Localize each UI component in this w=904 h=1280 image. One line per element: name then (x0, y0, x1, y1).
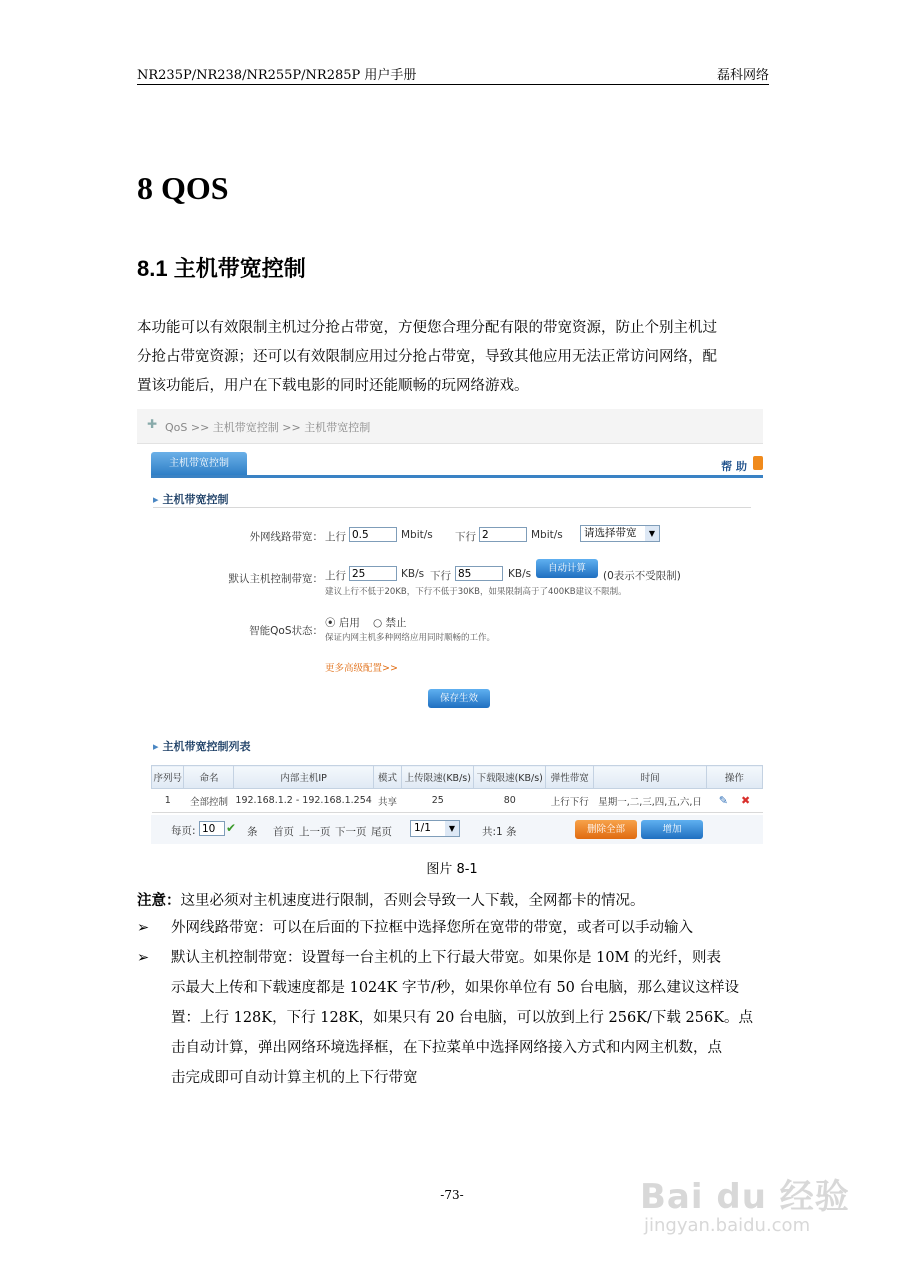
note (137, 886, 777, 916)
add-button[interactable]: 增加 (641, 820, 703, 839)
breadcrumb (137, 409, 763, 444)
prev-page-link[interactable]: 上一页 (299, 826, 331, 838)
first-page-link[interactable]: 首页 (273, 826, 294, 838)
more-advanced-link[interactable]: 更多高级配置>> (325, 663, 398, 674)
col-time: 时间 (594, 766, 707, 789)
delete-all-button[interactable]: 删除全部 (575, 820, 637, 839)
col-name: 命名 (184, 766, 234, 789)
help-link[interactable]: 帮 助 (721, 460, 747, 473)
bullet-item (137, 914, 777, 943)
bandwidth-select[interactable] (580, 525, 660, 542)
default-up-input[interactable]: 25 (349, 566, 397, 581)
page-header (137, 64, 769, 84)
per-page-input[interactable]: 10 (199, 821, 225, 836)
chevron-down-icon: ▼ (445, 821, 459, 836)
figure-caption: 图片 8-1 (426, 862, 478, 877)
watermark-main: Bai du 经验 (640, 1177, 850, 1217)
save-button[interactable]: 保存生效 (428, 689, 490, 708)
bullet-marker: ➢ (137, 950, 150, 966)
delete-icon[interactable]: ✖ (740, 794, 751, 807)
wan-bandwidth-label: 外网线路带宽： (249, 531, 323, 543)
section-divider (153, 507, 751, 508)
chevron-down-icon: ▼ (645, 526, 659, 541)
per-page-unit: 条 (247, 826, 258, 838)
bullet-item (137, 944, 777, 1094)
auto-calc-button[interactable]: 自动计算 (536, 559, 598, 578)
col-action: 操作 (706, 766, 762, 789)
zero-unlimited-hint: (0表示不受限制) (603, 570, 681, 582)
bandwidth-select-value: 请选择带宽 (584, 527, 637, 539)
cell-actions (706, 789, 762, 813)
smart-qos-label: 智能QoS状态： (249, 625, 323, 637)
tab-host-bandwidth[interactable]: 主机带宽控制 (151, 452, 247, 475)
col-upload: 上传限速(KB/s) (402, 766, 474, 789)
header-company: 磊科网络 (716, 68, 769, 83)
qos-enable-label: 启用 (338, 617, 360, 629)
default-down-unit: KB/s (508, 568, 532, 580)
table-header-row (152, 766, 763, 789)
plus-icon: ✚ (147, 417, 158, 431)
col-ip: 内部主机IP (234, 766, 373, 789)
qos-disable-radio[interactable]: ○ 禁止 (373, 617, 407, 629)
cell-name: 全部控制 (184, 789, 234, 813)
bullet-line: 示最大上传和下载速度都是 1024K 字节/秒，如果你单位有 50 台电脑，那么建议这样设 (171, 980, 740, 996)
col-download: 下载限速(KB/s) (474, 766, 546, 789)
wan-up-label: 上行 (325, 531, 346, 543)
bullet-text: 外网线路带宽：可以在后面的下拉框中选择您所在宽带的带宽，或者可以手动输入 (171, 920, 693, 936)
baidu-watermark (640, 1145, 860, 1255)
intro-line: 分抢占带宽资源；还可以有效限制应用过分抢占带宽，导致其他应用无法正常访问网络，配 (137, 349, 717, 365)
section-heading-list: ▸ 主机带宽控制列表 (153, 738, 251, 754)
header-rule (137, 84, 769, 85)
bullet-line: 击自动计算，弹出网络环境选择框，在下拉菜单中选择网络接入方式和内网主机数，点 (171, 1040, 722, 1056)
watermark-sub: jingyan.baidu.com (644, 1215, 811, 1236)
total-count: 共:1 条 (482, 826, 517, 838)
cell-time: 星期一,二,三,四,五,六,日 (594, 789, 707, 813)
note-label: 注意： (137, 892, 181, 909)
breadcrumb-text: QoS >> 主机带宽控制 >> 主机带宽控制 (165, 421, 371, 434)
cell-index: 1 (152, 789, 184, 813)
bullet-marker: ➢ (137, 920, 150, 936)
wan-down-label: 下行 (455, 531, 476, 543)
page-select-value: 1/1 (414, 822, 431, 834)
default-host-bandwidth-label: 默认主机控制带宽： (228, 573, 323, 585)
intro-line: 置该功能后，用户在下载电影的同时还能顺畅的玩网络游戏。 (137, 378, 529, 394)
edit-icon[interactable]: ✎ (718, 794, 728, 807)
page-number: -73- (440, 1188, 464, 1202)
header-manual-title: NR235P/NR238/NR255P/NR285P 用户手册 (137, 68, 417, 83)
cell-upload: 25 (402, 789, 474, 813)
next-page-link[interactable]: 下一页 (335, 826, 367, 838)
col-elastic: 弹性带宽 (546, 766, 594, 789)
wan-up-input[interactable]: 0.5 (349, 527, 397, 542)
cell-download: 80 (474, 789, 546, 813)
help-icon[interactable] (753, 456, 763, 470)
wan-down-unit: Mbit/s (531, 529, 563, 541)
col-mode: 模式 (373, 766, 402, 789)
qos-disable-label: 禁止 (385, 617, 407, 629)
qos-hint: 保证内网主机多种网络应用同时顺畅的工作。 (325, 633, 496, 643)
pagination-bar (151, 815, 763, 844)
bullet-line: 击完成即可自动计算主机的上下行带宽 (171, 1070, 418, 1086)
chapter-title: 8 QOS (137, 170, 229, 206)
cell-elastic: 上行下行 (546, 789, 594, 813)
bandwidth-table (151, 765, 763, 813)
default-down-label: 下行 (430, 570, 451, 582)
col-index: 序列号 (152, 766, 184, 789)
section-title: 8.1 主机带宽控制 (137, 256, 306, 281)
default-up-unit: KB/s (401, 568, 425, 580)
cell-ip: 192.168.1.2 - 192.168.1.254 (234, 789, 373, 813)
tab-bar (151, 452, 763, 478)
confirm-check-icon[interactable]: ✔ (226, 821, 237, 835)
bullet-line: 默认主机控制带宽：设置每一台主机的上下行最大带宽。如果你是 10M 的光纤，则表 (171, 950, 722, 966)
qos-enable-radio[interactable]: ⦿ 启用 (325, 617, 360, 629)
default-down-input[interactable]: 85 (455, 566, 503, 581)
section-heading-control: ▸ 主机带宽控制 (153, 491, 229, 507)
qos-screenshot (137, 409, 763, 844)
cell-mode: 共享 (373, 789, 402, 813)
bullet-line: 置：上行 128K，下行 128K，如果只有 20 台电脑，可以放到上行 256K/下载 256K。点 (171, 1010, 754, 1026)
wan-down-input[interactable]: 2 (479, 527, 527, 542)
default-up-label: 上行 (325, 570, 346, 582)
last-page-link[interactable]: 尾页 (371, 826, 392, 838)
page-select[interactable] (410, 820, 460, 837)
note-text: 这里必须对主机速度进行限制，否则会导致一人下载，全网都卡的情况。 (180, 893, 645, 909)
table-row[interactable] (152, 789, 763, 813)
intro-line: 本功能可以有效限制主机过分抢占带宽，方便您合理分配有限的带宽资源，防止个别主机过 (137, 320, 717, 336)
bandwidth-suggestion: 建议上行不低于20KB，下行不低于30KB，如果限制高于了400KB建议不限制。 (325, 587, 627, 597)
per-page-label: 每页: (171, 825, 196, 837)
wan-up-unit: Mbit/s (401, 529, 433, 541)
intro-paragraph (137, 314, 769, 401)
